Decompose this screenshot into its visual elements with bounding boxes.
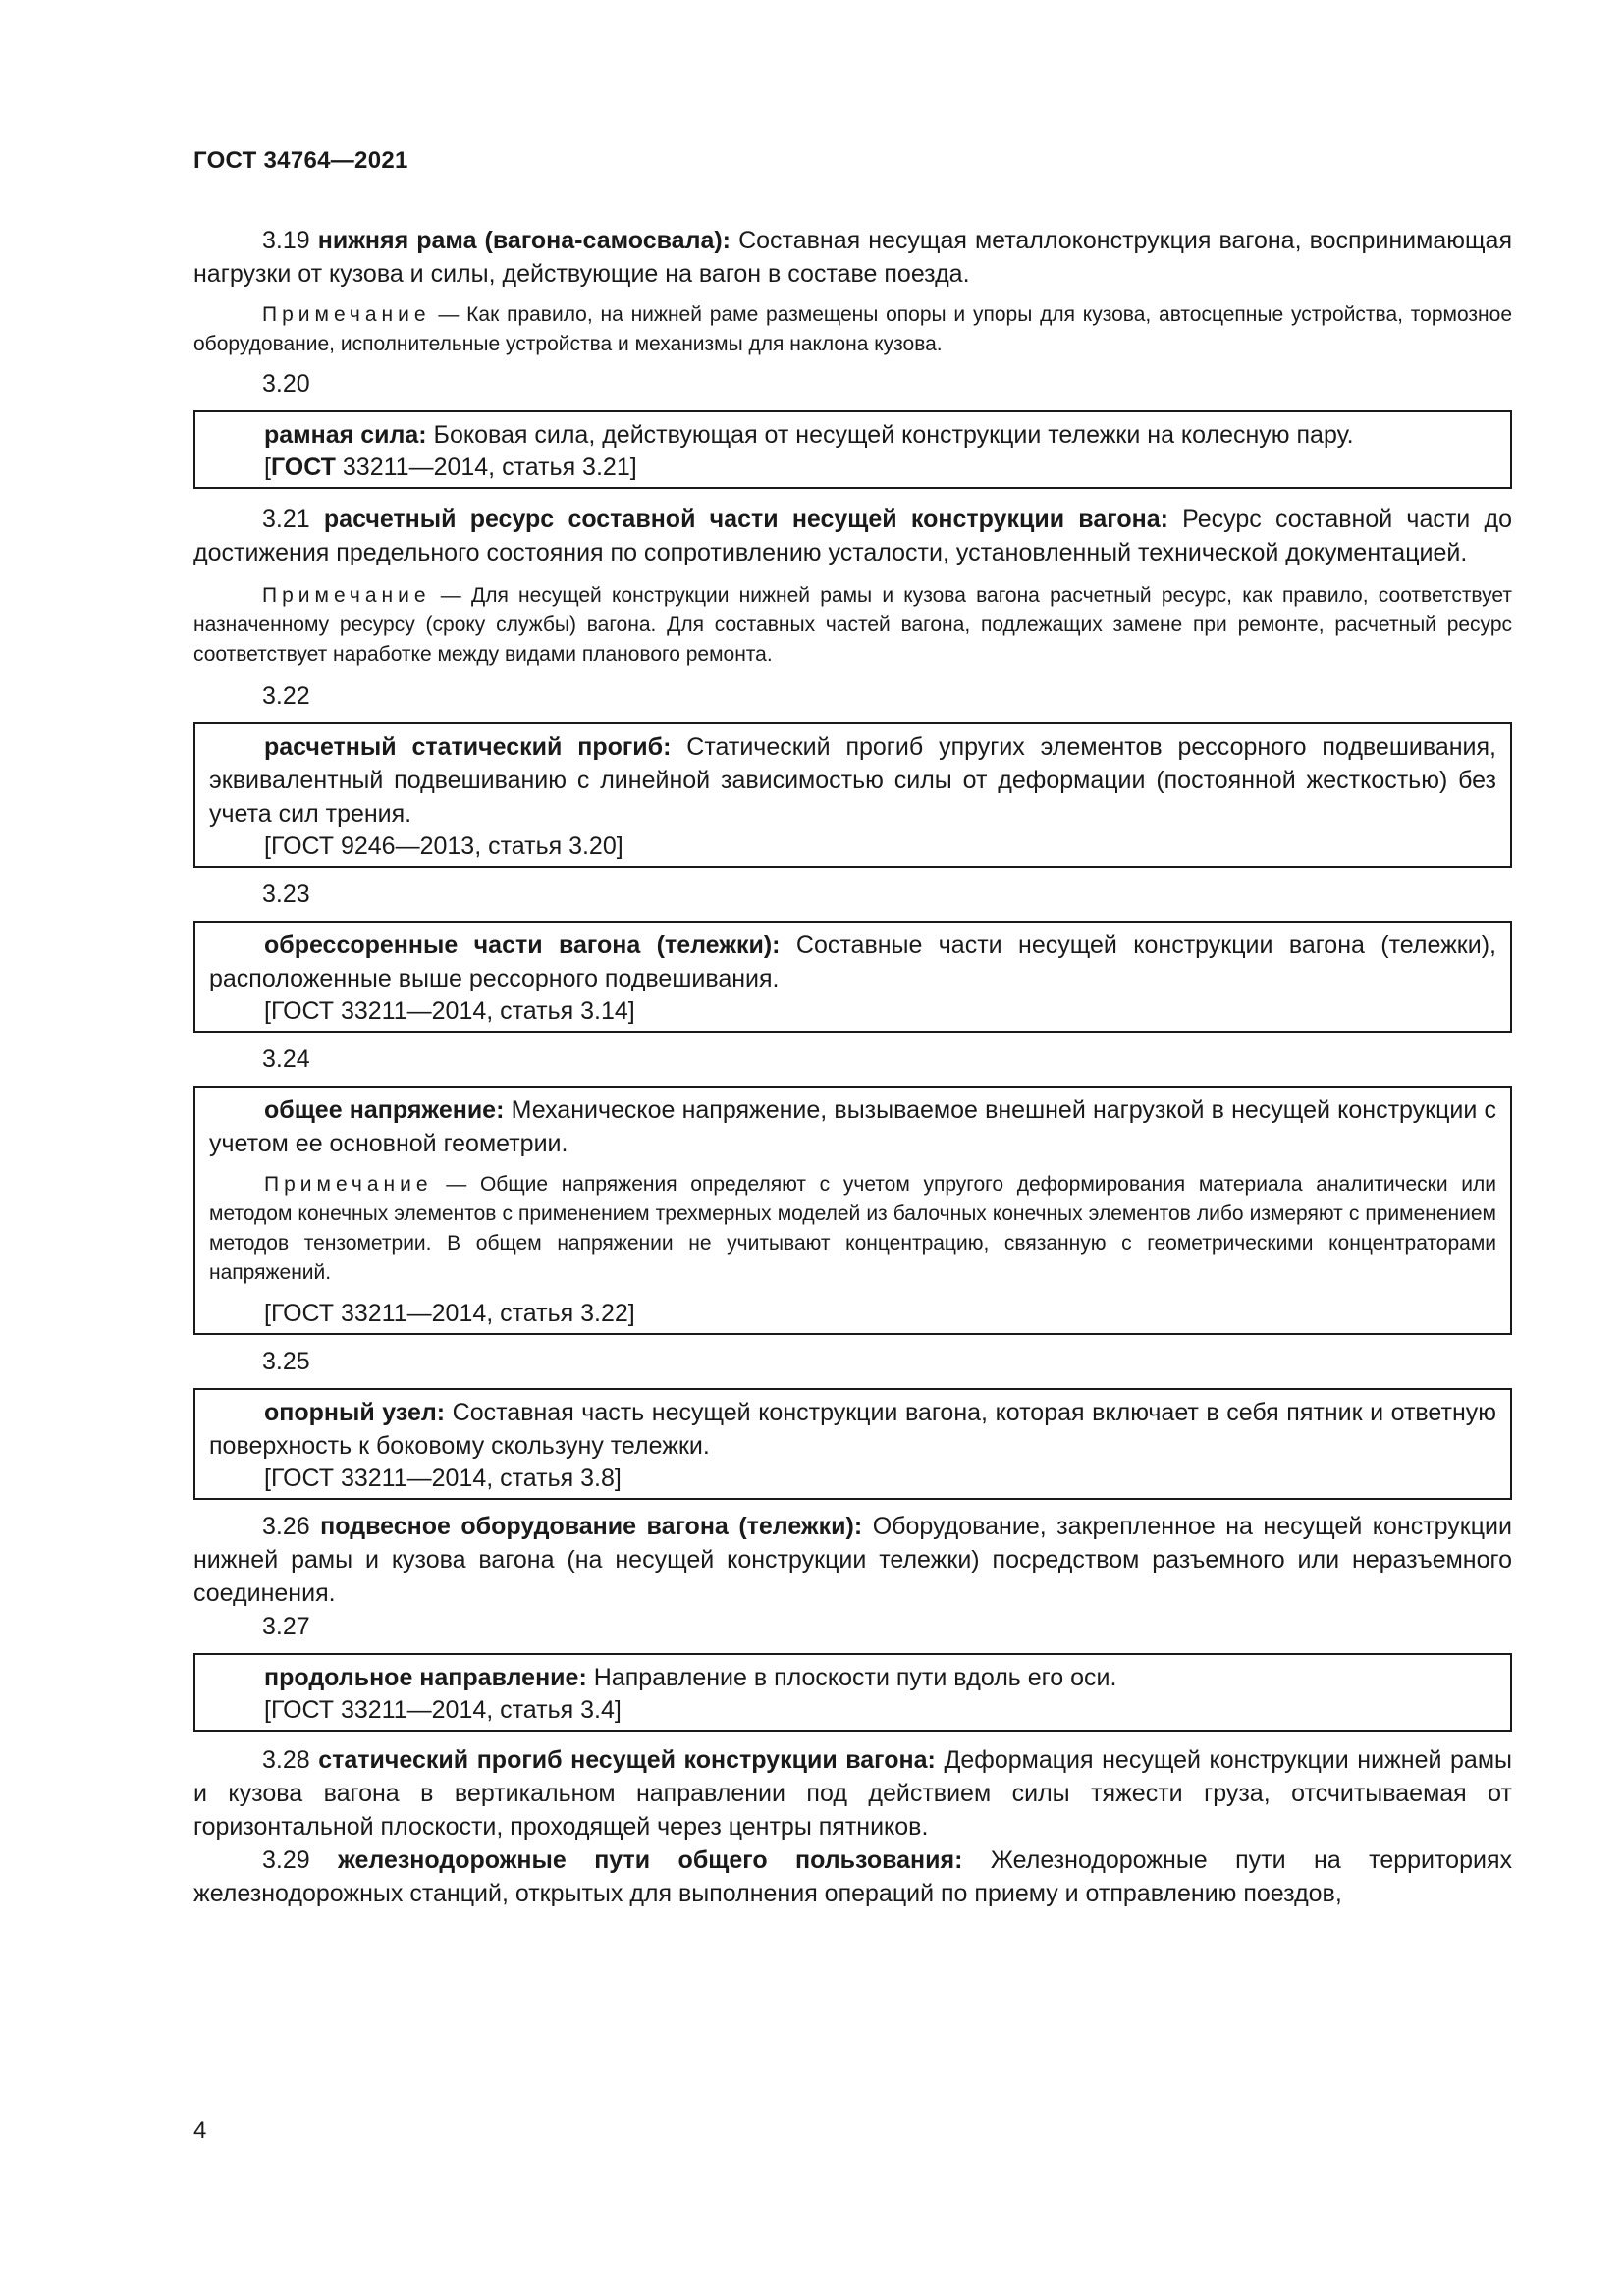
clause-number: 3.26: [262, 1513, 310, 1540]
definition-text: [209, 1661, 1496, 1694]
definition-text: [209, 730, 1496, 830]
definition-text: [209, 1094, 1496, 1160]
source-reference: [ГОСТ 33211—2014, статья 3.4]: [264, 1696, 622, 1724]
source-reference: [ГОСТ 9246—2013, статья 3.20]: [264, 832, 623, 860]
term: расчетный статический прогиб:: [264, 733, 672, 761]
document-header: ГОСТ 34764—2021: [193, 147, 408, 174]
definition-box-3-23: [193, 921, 1512, 1033]
definition: Составная часть несущей конструкции вагона, которая включает в себя пятник и ответную поверхность к боковому скользуну тележки.: [209, 1399, 1497, 1460]
clause-number: 3.28: [262, 1746, 310, 1774]
clause-3-28: [193, 1743, 1512, 1843]
clause-3-19: [193, 224, 1512, 291]
definition-box-3-24: [193, 1086, 1512, 1335]
definition: Составные части несущей конструкции вагона (тележки), расположенные выше рессорного подвешивания.: [209, 932, 1496, 992]
definition: Ресурс составной части до достижения предельного состояния по сопротивлению усталости, установленный технической документацией.: [193, 506, 1512, 566]
definition: Механическое напряжение, вызываемое внешней нагрузкой в несущей конструкции с учетом ее основной геометрии.: [209, 1096, 1496, 1157]
term: рамная сила:: [264, 421, 427, 449]
page-number: 4: [193, 2117, 207, 2144]
note-label: Примечание: [262, 584, 431, 607]
note-3-19: [193, 300, 1512, 359]
ref-detail: 33211—2014, статья 3.21]: [342, 454, 637, 481]
clause-3-26: [193, 1510, 1512, 1610]
clause-number: 3.19: [262, 227, 310, 254]
definition: Статический прогиб упругих элементов рессорного подвешивания, эквивалентный подвешиванию с линейной зависимостью силы от деформации (постоянной жесткостью) без учета сил трения.: [209, 733, 1496, 828]
source-reference: [ГОСТ 33211—2014, статья 3.8]: [264, 1465, 622, 1492]
term: расчетный ресурс составной части несущей конструкции вагона:: [323, 506, 1168, 533]
definition: Оборудование, закрепленное на несущей конструкции нижней рамы и кузова вагона (на несущей конструкции тележки) посредством разъемного или неразъемного соединения.: [193, 1513, 1512, 1607]
document-body: [193, 222, 1512, 1910]
note-text: — Как правило, на нижней раме размещены опоры и упоры для кузова, автосцепные устройства, тормозное оборудование, исполнительные устройства и механизмы для наклона кузова.: [193, 303, 1512, 355]
definition-box-3-22: [193, 722, 1512, 868]
term: продольное направление:: [264, 1664, 587, 1691]
clause-number-3-25: 3.25: [262, 1348, 310, 1375]
clause-number-3-23: 3.23: [262, 881, 310, 908]
clause-number: 3.29: [262, 1846, 310, 1874]
definition: Составная несущая металлоконструкция вагона, воспринимающая нагрузки от кузова и силы, действующие на вагон в составе поезда.: [193, 227, 1512, 288]
note-3-24: [209, 1170, 1496, 1288]
clause-number-3-24: 3.24: [262, 1045, 310, 1073]
definition: Боковая сила, действующая от несущей конструкции тележки на колесную пару.: [433, 421, 1354, 449]
clause-number-3-20: 3.20: [262, 370, 310, 398]
note-3-21: [193, 581, 1512, 669]
definition-box-3-27: [193, 1653, 1512, 1732]
term: опорный узел:: [264, 1399, 446, 1426]
definition: Деформация несущей конструкции нижней рамы и кузова вагона в вертикальном направлении под действием силы тяжести груза, отсчитываемая от горизонтальной плоскости, проходящей через центры пятников.: [193, 1746, 1512, 1841]
definition: Направление в плоскости пути вдоль его оси.: [593, 1664, 1117, 1691]
source-reference: [ГОСТ 33211—2014, статья 3.22]: [264, 1300, 635, 1327]
definition-text: [209, 1396, 1496, 1463]
note-label: Примечание: [262, 303, 431, 326]
term: общее напряжение:: [264, 1096, 505, 1124]
term: железнодорожные пути общего пользования:: [338, 1846, 963, 1874]
definition-text: [209, 418, 1496, 452]
definition-box-3-25: [193, 1388, 1512, 1500]
term: нижняя рама (вагона-самосвала):: [317, 227, 731, 254]
clause-number-3-27: 3.27: [262, 1613, 310, 1640]
definition-text: [209, 929, 1496, 995]
definition-box-3-20: [193, 410, 1512, 489]
term: статический прогиб несущей конструкции вагона:: [318, 1746, 936, 1774]
note-label: Примечание: [264, 1173, 433, 1196]
clause-3-21: [193, 503, 1512, 569]
term: подвесное оборудование вагона (тележки):: [320, 1513, 863, 1540]
source-reference: [ГОСТ 33211—2014, статья 3.14]: [264, 997, 635, 1025]
note-text: — Общие напряжения определяют с учетом упругого деформирования материала аналитически или методом конечных элементов с применением трехмерных моделей из балочных конечных элементов либо измеряют с применением методов тензометрии. В общем напряжении не учитывают концентрацию, связанную с геометрическими концентраторами напряжений.: [209, 1173, 1496, 1284]
clause-3-29: [193, 1843, 1512, 1910]
clause-number-3-22: 3.22: [262, 682, 310, 710]
note-text: — Для несущей конструкции нижней рамы и кузова вагона расчетный ресурс, как правило, соответствует назначенному ресурсу (сроку службы) вагона. Для составных частей вагона, подлежащих замене при ремонте, расчетный ресурс соответствует наработке между видами планового ремонта.: [193, 584, 1512, 666]
ref-bracket: [: [264, 454, 271, 481]
clause-number: 3.21: [262, 506, 310, 533]
ref-standard: ГОСТ: [270, 454, 336, 481]
term: обрессоренные части вагона (тележки):: [264, 932, 781, 959]
source-reference: [209, 452, 1496, 483]
definition: Железнодорожные пути на территориях железнодорожных станций, открытых для выполнения операций по приему и отправлению поездов,: [193, 1846, 1512, 1907]
